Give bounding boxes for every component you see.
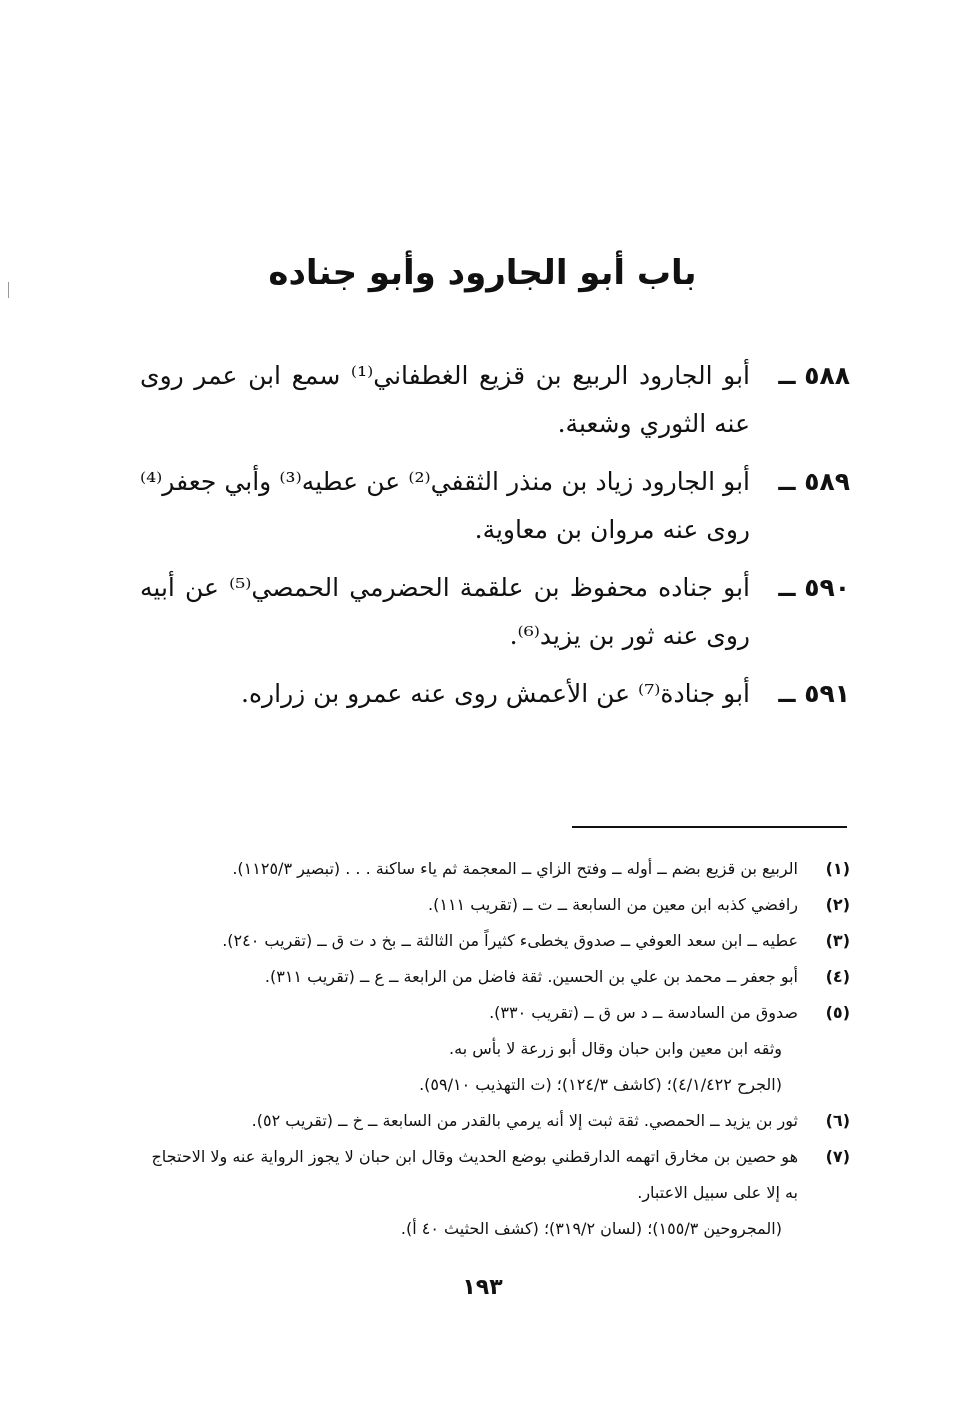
entry-591 — [140, 670, 850, 718]
footnote-body — [150, 887, 798, 923]
footnote-divider — [572, 826, 847, 828]
footnote-line: وثقه ابن معين وابن حبان وقال أبو زرعة لا بأس به. — [449, 1039, 782, 1058]
footnote-6 — [150, 1103, 850, 1139]
entry-number: ٥٨٨ ــ — [778, 361, 850, 390]
entry-589 — [140, 458, 850, 554]
footnote-body — [150, 1103, 798, 1139]
footnote-marker: (١) — [825, 859, 850, 878]
footnote-citation: (المجروحين ١٥٥/٣)؛ (لسان ٣١٩/٢)؛ (كشف الحثيث ٤٠ أ). — [400, 1219, 782, 1238]
footnote-marker: (٢) — [825, 895, 850, 914]
entry-text: أبو الجارود الربيع بن قزيع الغطفاني⁽¹⁾ سمع ابن عمر روى عنه الثوري وشعبة. — [140, 361, 750, 438]
entries-list — [140, 352, 850, 728]
footnote-line: هو حصين بن مخارق اتهمه الدارقطني بوضع الحديث وقال ابن حبان لا يجوز الرواية عنه ولا الاحتجاج به إلا على سبيل الاعتبار. — [151, 1147, 798, 1202]
entry-text: أبو جنادة⁽⁷⁾ عن الأعمش روى عنه عمرو بن زراره. — [241, 679, 750, 708]
footnote-line: الربيع بن قزيع بضم ــ أوله ــ وفتح الزاي ــ المعجمة ثم ياء ساكنة . . . (تبصير ١١٢٥/٣). — [232, 859, 798, 878]
footnote-marker: (٥) — [825, 1003, 850, 1022]
footnote-marker: (٤) — [825, 967, 850, 986]
entry-text: أبو جناده محفوظ بن علقمة الحضرمي الحمصي⁽⁵⁾ عن أبيه روى عنه ثور بن يزيد⁽⁶⁾. — [140, 573, 750, 650]
footnote-1 — [150, 851, 850, 887]
footnote-body — [150, 959, 798, 995]
chapter-title: باب أبو الجارود وأبو جناده — [268, 253, 697, 293]
entry-588 — [140, 352, 850, 448]
entry-590 — [140, 564, 850, 660]
footnote-body — [150, 851, 798, 887]
footnote-2 — [150, 887, 850, 923]
footnote-line: رافضي كذبه ابن معين من السابعة ــ ت ــ (تقريب ١١١). — [428, 895, 798, 914]
entry-number: ٥٨٩ ــ — [778, 467, 850, 496]
footnote-line: صدوق من السادسة ــ د س ق ــ (تقريب ٣٣٠). — [489, 1003, 798, 1022]
footnote-citation: (الجرح ٤/١/٤٢٢)؛ (كاشف ١٢٤/٣)؛ (ت التهذيب ٥٩/١٠). — [419, 1075, 782, 1094]
footnote-7 — [150, 1139, 850, 1247]
footnote-5 — [150, 995, 850, 1103]
footnote-body — [150, 923, 798, 959]
footnote-line: أبو جعفر ــ محمد بن علي بن الحسين. ثقة فاضل من الرابعة ــ ع ــ (تقريب ٣١١). — [264, 967, 798, 986]
entry-number: ٥٩٠ ــ — [778, 573, 850, 602]
footnote-marker: (٧) — [825, 1147, 850, 1166]
page-number: ١٩٣ — [462, 1275, 503, 1300]
footnote-3 — [150, 923, 850, 959]
footnote-marker: (٦) — [825, 1111, 850, 1130]
footnote-4 — [150, 959, 850, 995]
footnotes-list — [150, 851, 850, 1247]
footnote-line: عطيه ــ ابن سعد العوفي ــ صدوق يخطىء كثيراً من الثالثة ــ بخ د ت ق ــ (تقريب ٢٤٠). — [222, 931, 798, 950]
entry-text: أبو الجارود زياد بن منذر الثقفي⁽²⁾ عن عطيه⁽³⁾ وأبي جعفر⁽⁴⁾ روى عنه مروان بن معاوية. — [140, 467, 750, 544]
entry-number: ٥٩١ ــ — [778, 679, 850, 708]
footnote-line: ثور بن يزيد ــ الحمصي. ثقة ثبت إلا أنه يرمي بالقدر من السابعة ــ خ ــ (تقريب ٥٢). — [251, 1111, 798, 1130]
footnote-body — [150, 1139, 798, 1247]
footnote-marker: (٣) — [825, 931, 850, 950]
footnote-body — [150, 995, 798, 1103]
